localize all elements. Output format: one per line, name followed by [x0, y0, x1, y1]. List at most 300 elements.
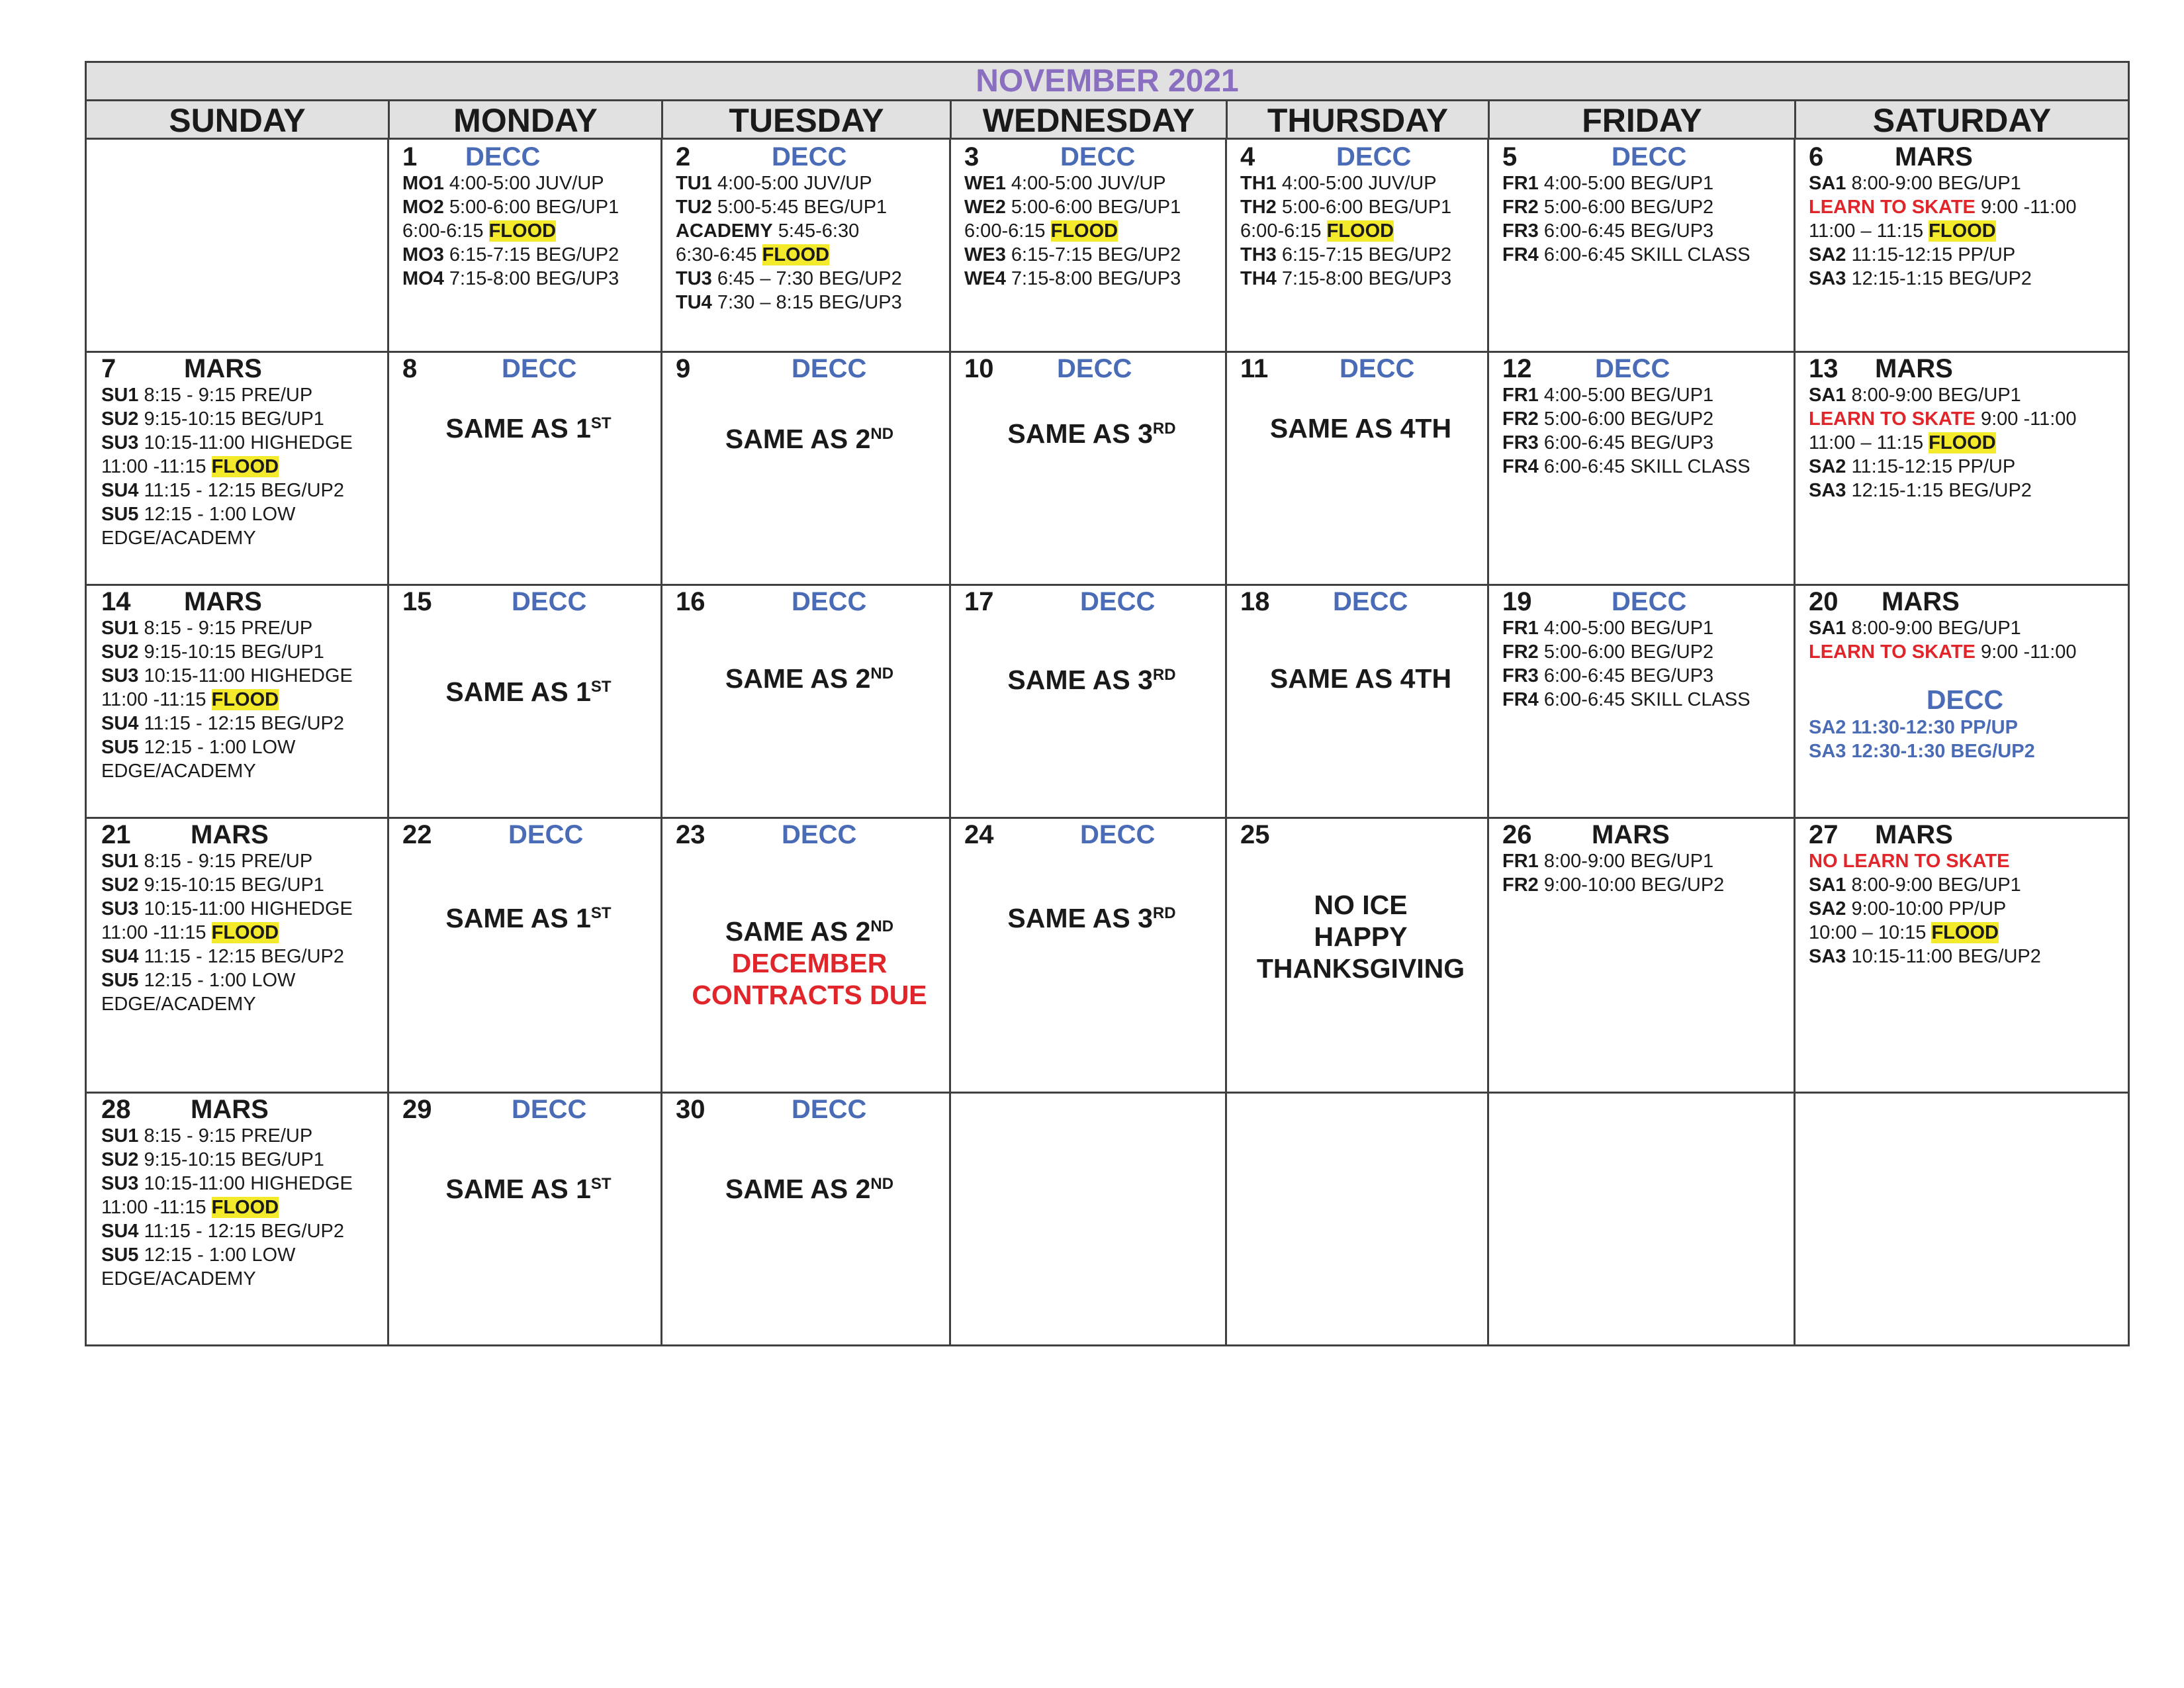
day-number: 10	[964, 354, 994, 383]
schedule-line	[1502, 171, 1788, 195]
weekday-header-thursday: THURSDAY	[1226, 101, 1488, 138]
same-as-note	[676, 915, 943, 947]
weekday-header-wednesday: WEDNESDAY	[950, 101, 1226, 138]
session-code: SU4	[101, 946, 139, 967]
session-time: 6:15-7:15 BEG/UP2	[1281, 244, 1452, 265]
same-as-note	[676, 663, 943, 694]
session-time: 12:15 - 1:00 LOW	[144, 1244, 296, 1266]
day-header	[1809, 587, 2121, 616]
schedule-line	[402, 243, 655, 267]
day-header	[402, 142, 655, 171]
grid-line-vertical	[1794, 140, 1796, 1344]
venue-label: MARS	[184, 587, 262, 616]
venue-label: MARS	[191, 820, 269, 849]
schedule-line	[402, 219, 655, 243]
grid-line-vertical	[660, 140, 662, 1344]
day-cell-6	[1794, 140, 2128, 352]
session-time: 6:30-6:45	[676, 244, 757, 265]
schedule-line	[101, 1219, 381, 1243]
venue-label: DECC	[772, 142, 847, 171]
ordinal-suffix: ND	[870, 1175, 894, 1193]
session-code: TU4	[676, 292, 712, 313]
flood-highlight: FLOOD	[211, 689, 279, 710]
session-time: 8:15 - 9:15 PRE/UP	[144, 618, 313, 639]
ordinal-suffix: RD	[1152, 666, 1176, 684]
schedule-line	[101, 431, 381, 455]
grid-line-horizontal	[87, 584, 2128, 586]
session-time: 8:00-9:00 BEG/UP1	[1851, 385, 2021, 406]
same-as-text: SAME AS 1	[445, 903, 591, 933]
session-time: 11:15 - 12:15 BEG/UP2	[144, 1221, 345, 1242]
day-cell-19	[1488, 585, 1794, 818]
same-as-note	[964, 418, 1219, 449]
session-code: SU5	[101, 1244, 139, 1266]
session-code: SU5	[101, 737, 139, 758]
ordinal-suffix: ND	[870, 665, 894, 682]
flood-highlight: FLOOD	[1931, 922, 1999, 943]
venue-label: DECC	[1926, 684, 2004, 715]
day-cell-22	[388, 818, 661, 1092]
day-header	[402, 1095, 655, 1124]
schedule-line	[1502, 873, 1788, 897]
venue-label: DECC	[1080, 587, 1156, 616]
day-cell-9	[661, 352, 950, 585]
schedule-line	[1809, 195, 2121, 219]
session-code: FR4	[1502, 689, 1539, 710]
session-time: 9:00-10:00 BEG/UP2	[1543, 874, 1725, 896]
venue-label: MARS	[1895, 142, 1973, 171]
session-time: 11:15-12:15 PP/UP	[1851, 244, 2016, 265]
day-cell-1	[388, 140, 661, 352]
contracts-due-note: CONTRACTS DUE	[692, 980, 927, 1010]
schedule-line	[101, 526, 381, 550]
day-header	[1502, 820, 1788, 849]
session-code: SU3	[101, 898, 139, 919]
learn-to-skate-label: LEARN TO SKATE	[1809, 641, 1976, 663]
session-time: EDGE/ACADEMY	[101, 1268, 256, 1289]
session-code: SU1	[101, 385, 139, 406]
session-code: SA1	[1809, 173, 1846, 194]
same-as-text: SAME AS 2	[725, 1174, 871, 1204]
day-number: 19	[1502, 587, 1532, 616]
session-time: 6:00-6:15	[402, 220, 484, 242]
schedule-line	[101, 383, 381, 407]
schedule-line	[1809, 849, 2121, 873]
ordinal-suffix: ND	[870, 917, 894, 935]
venue-label: MARS	[1875, 354, 1953, 383]
ordinal-suffix: ST	[590, 904, 612, 922]
day-header	[1240, 142, 1481, 171]
session-code: SU5	[101, 970, 139, 991]
schedule-line	[101, 616, 381, 640]
venue-label: DECC	[792, 1095, 867, 1124]
session-time: 9:15-10:15 BEG/UP1	[144, 874, 324, 896]
schedule-line	[1809, 897, 2121, 921]
ordinal-suffix: ST	[590, 414, 612, 432]
day-number: 14	[101, 587, 131, 616]
holiday-note-line: THANKSGIVING	[1256, 953, 1465, 984]
holiday-note	[1240, 889, 1481, 984]
flood-highlight: FLOOD	[211, 456, 279, 477]
same-as-note	[1240, 663, 1481, 694]
session-code: SU1	[101, 851, 139, 872]
day-cell-17	[950, 585, 1226, 818]
session-code: SA2	[1809, 898, 1846, 919]
day-header	[402, 820, 655, 849]
ordinal-suffix: ST	[590, 678, 612, 696]
same-as-text: SAME AS 4TH	[1269, 663, 1452, 694]
day-number: 1	[402, 142, 418, 171]
schedule-line	[964, 219, 1219, 243]
flood-highlight: FLOOD	[1050, 220, 1118, 242]
same-as-text: SAME AS 3	[1007, 665, 1153, 695]
flood-highlight: FLOOD	[488, 220, 557, 242]
same-as-text: SAME AS 2	[725, 424, 871, 454]
day-header	[101, 1095, 381, 1124]
session-code: SU2	[101, 641, 139, 663]
session-time: 10:15-11:00 HIGHEDGE	[144, 1173, 353, 1194]
session-time: 9:00 -11:00	[1980, 408, 2077, 430]
session-time: 6:00-6:15	[1240, 220, 1322, 242]
empty-day-cell	[1226, 1092, 1488, 1344]
day-number: 18	[1240, 587, 1270, 616]
schedule-line	[101, 1243, 381, 1267]
schedule-line	[1809, 640, 2121, 664]
same-as-note	[964, 664, 1219, 696]
day-number: 21	[101, 820, 131, 849]
day-cell-26	[1488, 818, 1794, 1092]
session-code: WE2	[964, 197, 1006, 218]
schedule-line	[1502, 431, 1788, 455]
schedule-line	[1809, 267, 2121, 291]
session-code: SU1	[101, 1125, 139, 1147]
schedule-line	[1502, 407, 1788, 431]
session-time: 12:15 - 1:00 LOW	[144, 970, 296, 991]
session-code: SU1	[101, 618, 139, 639]
venue-label: DECC	[1340, 354, 1415, 383]
session-code: FR4	[1502, 244, 1539, 265]
schedule-line	[676, 243, 943, 267]
session-code: TU2	[676, 197, 712, 218]
schedule-line	[101, 897, 381, 921]
schedule-line	[101, 849, 381, 873]
day-cell-25	[1226, 818, 1488, 1092]
day-cell-10	[950, 352, 1226, 585]
day-header	[964, 354, 1219, 383]
session-code: FR3	[1502, 220, 1539, 242]
schedule-line: SA2 11:30-12:30 PP/UP	[1809, 717, 2018, 738]
schedule-line	[1809, 243, 2121, 267]
session-time: 6:15-7:15 BEG/UP2	[1011, 244, 1181, 265]
same-as-text: SAME AS 4TH	[1269, 413, 1452, 444]
session-code: TU3	[676, 268, 712, 289]
day-cell-5	[1488, 140, 1794, 352]
schedule-line	[101, 664, 381, 688]
venue-label: DECC	[1612, 587, 1687, 616]
session-code: FR2	[1502, 197, 1539, 218]
day-header	[1502, 142, 1788, 171]
session-code: MO2	[402, 197, 444, 218]
schedule-line	[1502, 688, 1788, 712]
notice-text: NO LEARN TO SKATE	[1809, 851, 2010, 872]
session-time: 4:00-5:00 BEG/UP1	[1543, 173, 1714, 194]
schedule-line	[101, 407, 381, 431]
day-cell-15	[388, 585, 661, 818]
day-number: 16	[676, 587, 705, 616]
session-time: 7:15-8:00 BEG/UP3	[449, 268, 619, 289]
contracts-due-note: DECEMBER	[731, 948, 887, 978]
day-header	[964, 587, 1219, 616]
flood-highlight: FLOOD	[1929, 220, 1996, 242]
session-code: SA2	[1809, 456, 1846, 477]
session-time: 8:00-9:00 BEG/UP1	[1851, 173, 2021, 194]
session-time: 4:00-5:00 BEG/UP1	[1543, 385, 1714, 406]
empty-day-cell	[1488, 1092, 1794, 1344]
schedule-line	[101, 759, 381, 783]
session-time: 11:15-12:15 PP/UP	[1851, 456, 2016, 477]
ordinal-suffix: RD	[1152, 904, 1176, 922]
session-time: 5:00-6:00 BEG/UP2	[1543, 408, 1714, 430]
venue-label: MARS	[1592, 820, 1670, 849]
day-number: 2	[676, 142, 691, 171]
day-header	[402, 354, 655, 383]
day-number: 28	[101, 1095, 131, 1124]
session-time: 9:15-10:15 BEG/UP1	[144, 1149, 324, 1170]
day-number: 12	[1502, 354, 1532, 383]
session-code: MO3	[402, 244, 444, 265]
same-as-note	[402, 676, 655, 708]
session-time: 6:45 – 7:30 BEG/UP2	[717, 268, 902, 289]
day-header	[676, 820, 943, 849]
day-number: 15	[402, 587, 432, 616]
schedule-line	[1809, 479, 2121, 502]
same-as-note	[676, 1173, 943, 1205]
schedule-line	[101, 479, 381, 502]
ordinal-suffix: ND	[870, 425, 894, 443]
day-number: 13	[1809, 354, 1839, 383]
session-time: 9:00 -11:00	[1980, 641, 2077, 663]
learn-to-skate-label: LEARN TO SKATE	[1809, 197, 1976, 218]
session-time: 11:00 – 11:15	[1809, 220, 1924, 242]
schedule-line	[101, 1267, 381, 1291]
holiday-note-line: NO ICE	[1314, 890, 1408, 920]
day-header	[1809, 354, 2121, 383]
day-cell-2	[661, 140, 950, 352]
session-time: 10:15-11:00 BEG/UP2	[1851, 946, 2041, 967]
day-cell-3	[950, 140, 1226, 352]
schedule-line	[676, 219, 943, 243]
schedule-line	[101, 688, 381, 712]
day-cell-29	[388, 1092, 661, 1344]
session-code: SU2	[101, 1149, 139, 1170]
session-time: 11:15 - 12:15 BEG/UP2	[144, 480, 345, 501]
schedule-line	[676, 195, 943, 219]
same-as-text: SAME AS 1	[445, 677, 591, 707]
session-time: 5:00-6:00 BEG/UP1	[1281, 197, 1452, 218]
session-time: 8:00-9:00 BEG/UP1	[1851, 618, 2021, 639]
venue-label: DECC	[792, 587, 867, 616]
same-as-note	[402, 1173, 655, 1205]
day-number: 6	[1809, 142, 1824, 171]
day-header	[101, 354, 381, 383]
session-time: 11:00 -11:15	[101, 1197, 212, 1218]
day-number: 9	[676, 354, 691, 383]
ordinal-suffix: RD	[1152, 420, 1176, 438]
schedule-line	[1809, 945, 2121, 968]
day-number: 3	[964, 142, 979, 171]
day-cell-23	[661, 818, 950, 1092]
day-number: 25	[1240, 820, 1270, 849]
session-code: FR2	[1502, 641, 1539, 663]
venue-label: MARS	[1882, 587, 1960, 616]
session-time: 8:00-9:00 BEG/UP1	[1851, 874, 2021, 896]
day-header	[1240, 354, 1481, 383]
session-time: 5:00-6:00 BEG/UP1	[449, 197, 619, 218]
session-time: 8:15 - 9:15 PRE/UP	[144, 851, 313, 872]
schedule-line	[101, 455, 381, 479]
day-header	[676, 587, 943, 616]
venue-label: DECC	[1060, 142, 1136, 171]
session-time: 6:00-6:15	[964, 220, 1046, 242]
same-as-note	[676, 423, 943, 455]
day-header	[964, 142, 1219, 171]
session-time: 11:00 -11:15	[101, 689, 212, 710]
session-time: 4:00-5:00 JUV/UP	[717, 173, 872, 194]
schedule-line	[964, 243, 1219, 267]
day-cell-30	[661, 1092, 950, 1344]
day-header	[676, 1095, 943, 1124]
schedule-line	[676, 291, 943, 314]
weekday-header-saturday: SATURDAY	[1794, 101, 2128, 138]
session-code: SU4	[101, 1221, 139, 1242]
learn-to-skate-label: LEARN TO SKATE	[1809, 408, 1976, 430]
session-code: SU5	[101, 504, 139, 525]
day-header	[676, 354, 943, 383]
session-time: 4:00-5:00 BEG/UP1	[1543, 618, 1714, 639]
day-cell-12	[1488, 352, 1794, 585]
session-time: 6:00-6:45 BEG/UP3	[1543, 432, 1714, 453]
schedule-line	[101, 502, 381, 526]
same-as-note	[402, 902, 655, 934]
day-number: 24	[964, 820, 994, 849]
day-cell-27	[1794, 818, 2128, 1092]
session-code: FR2	[1502, 874, 1539, 896]
schedule-line	[101, 873, 381, 897]
schedule-line	[402, 267, 655, 291]
day-cell-28	[87, 1092, 388, 1344]
flood-highlight: FLOOD	[211, 1197, 279, 1218]
schedule-line	[1809, 455, 2121, 479]
session-code: TH3	[1240, 244, 1277, 265]
weekday-header-tuesday: TUESDAY	[661, 101, 950, 138]
venue-label: DECC	[1057, 354, 1132, 383]
schedule-line	[1502, 243, 1788, 267]
session-time: EDGE/ACADEMY	[101, 994, 256, 1015]
session-code: SU4	[101, 713, 139, 734]
ordinal-suffix: ST	[590, 1175, 612, 1193]
schedule-line	[1240, 171, 1481, 195]
session-time: EDGE/ACADEMY	[101, 528, 256, 549]
schedule-line	[1809, 171, 2121, 195]
session-time: 6:00-6:45 BEG/UP3	[1543, 665, 1714, 686]
session-code: TH4	[1240, 268, 1277, 289]
day-number: 22	[402, 820, 432, 849]
weekday-header-sunday: SUNDAY	[169, 102, 306, 139]
session-code: MO1	[402, 173, 444, 194]
day-header	[676, 142, 943, 171]
schedule-line	[101, 735, 381, 759]
venue-label: DECC	[512, 1095, 587, 1124]
calendar	[85, 61, 2130, 1346]
venue-label: DECC	[1080, 820, 1156, 849]
day-number: 4	[1240, 142, 1255, 171]
day-number: 17	[964, 587, 994, 616]
day-header	[101, 820, 381, 849]
schedule-line	[1502, 219, 1788, 243]
session-time: 8:15 - 9:15 PRE/UP	[144, 1125, 313, 1147]
session-time: 9:15-10:15 BEG/UP1	[144, 408, 324, 430]
session-code: FR4	[1502, 456, 1539, 477]
session-code: SU3	[101, 1173, 139, 1194]
venue-label: DECC	[1333, 587, 1408, 616]
venue-label: DECC	[1595, 354, 1670, 383]
weekday-header-friday: FRIDAY	[1488, 101, 1794, 138]
session-code: MO4	[402, 268, 444, 289]
session-time: 5:00-5:45 BEG/UP1	[717, 197, 887, 218]
session-time: 12:15 - 1:00 LOW	[144, 504, 296, 525]
day-number: 5	[1502, 142, 1518, 171]
schedule-line: SA3 12:30-1:30 BEG/UP2	[1809, 741, 2035, 762]
session-time: 4:00-5:00 JUV/UP	[1011, 173, 1166, 194]
session-time: 10:15-11:00 HIGHEDGE	[144, 898, 353, 919]
session-time: 5:00-6:00 BEG/UP2	[1543, 641, 1714, 663]
session-code: SA3	[1809, 480, 1846, 501]
venue-label: MARS	[191, 1095, 269, 1124]
schedule-line	[1502, 616, 1788, 640]
day-number: 7	[101, 354, 116, 383]
session-time: 4:00-5:00 JUV/UP	[449, 173, 604, 194]
schedule-line	[101, 1172, 381, 1196]
day-cell-4	[1226, 140, 1488, 352]
day-number: 11	[1240, 354, 1269, 383]
schedule-line	[402, 195, 655, 219]
venue-label: DECC	[465, 142, 541, 171]
same-as-text: SAME AS 2	[725, 663, 871, 694]
schedule-line	[101, 968, 381, 992]
schedule-line	[1502, 849, 1788, 873]
schedule-line	[1809, 873, 2121, 897]
same-as-note	[1240, 412, 1481, 444]
schedule-line	[676, 267, 943, 291]
session-time: 11:00 -11:15	[101, 456, 212, 477]
flood-highlight: FLOOD	[1929, 432, 1996, 453]
day-cell-11	[1226, 352, 1488, 585]
schedule-line	[1809, 921, 2121, 945]
grid-line-horizontal	[87, 1092, 2128, 1094]
venue-label: DECC	[1336, 142, 1412, 171]
venue-label: DECC	[502, 354, 577, 383]
day-cell-20	[1794, 585, 2128, 818]
day-header	[1240, 820, 1481, 849]
empty-day-cell	[1794, 1092, 2128, 1344]
session-code: FR1	[1502, 385, 1539, 406]
session-time: 7:15-8:00 BEG/UP3	[1281, 268, 1452, 289]
session-time: 6:00-6:45 SKILL CLASS	[1543, 456, 1751, 477]
weekday-header-monday: MONDAY	[388, 101, 661, 138]
empty-day-cell	[87, 140, 388, 352]
session-time: 12:15-1:15 BEG/UP2	[1851, 268, 2032, 289]
day-cell-16	[661, 585, 950, 818]
